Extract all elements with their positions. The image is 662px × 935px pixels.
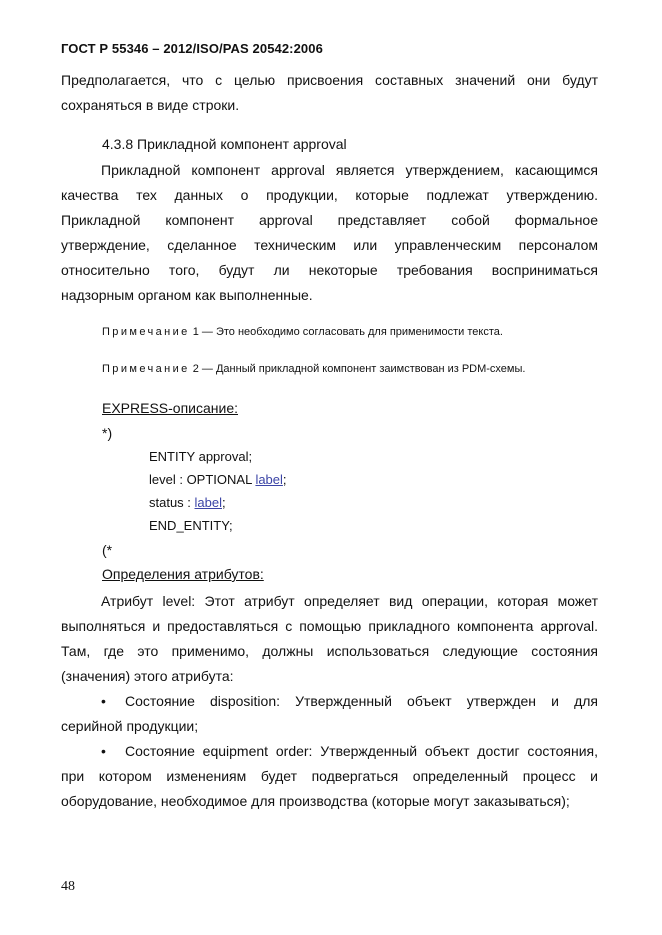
bullet-mark: •	[101, 693, 106, 709]
section-line-3: Прикладной компонент approval представляет собой формальное	[61, 212, 598, 228]
note-number: 2	[192, 363, 199, 375]
level-prefix: level : OPTIONAL	[149, 472, 256, 487]
note-label: Примечание	[102, 326, 190, 338]
section-line-6: надзорным органом как выполненные.	[61, 287, 313, 303]
note-dash: —	[201, 326, 213, 338]
note-number: 1	[192, 326, 199, 338]
bullet-1-line-1	[61, 689, 598, 714]
status-suffix: ;	[222, 495, 226, 510]
bullet-1-line-2: серийной продукции;	[61, 718, 199, 734]
definitions-title: Определения атрибутов:	[102, 566, 264, 582]
intro-line-2: сохраняться в виде строки.	[61, 97, 240, 113]
note-text: Это необходимо согласовать для применимости текста.	[215, 326, 503, 338]
note-dash: —	[201, 363, 213, 375]
note-text: Данный прикладной компонент заимствован из PDM-схемы.	[215, 363, 526, 375]
status-type-link[interactable]: label	[194, 495, 222, 510]
note-2	[102, 363, 525, 375]
definitions-line-4: (значения) этого атрибута:	[61, 668, 234, 684]
bullet-2-line-2: при котором изменениям будет подвергаться определенный процесс и	[61, 768, 598, 784]
level-suffix: ;	[282, 472, 287, 487]
bullet-mark: •	[101, 743, 106, 759]
document-header: ГОСТ Р 55346 – 2012/ISO/PAS 20542:2006	[61, 41, 323, 56]
page-number: 48	[61, 879, 75, 894]
bullet-1-text-1: Состояние disposition: Утвержденный объект утвержден и для	[125, 693, 598, 709]
definitions-line-3: Там, где это применимо, должны использоваться следующие состояния	[61, 643, 598, 659]
status-prefix: status :	[149, 495, 195, 510]
definitions-line-2: выполняться и предоставляться с помощью прикладного компонента approval.	[61, 618, 598, 634]
express-close: (*	[102, 542, 113, 558]
section-heading: 4.3.8 Прикладной компонент approval	[102, 136, 347, 152]
express-title: EXPRESS-описание:	[102, 400, 239, 416]
bullet-item-2	[61, 739, 598, 814]
definitions-line-1: Атрибут level: Этот атрибут определяет вид операции, которая может	[101, 593, 598, 609]
bullet-2-text-1: Состояние equipment order: Утвержденный объект достиг состояния,	[125, 743, 598, 759]
section-line-4: утверждение, сделанное техническим или управленческим персоналом	[61, 237, 598, 253]
section-line-1: Прикладной компонент approval является утверждением, касающимся	[101, 162, 598, 178]
express-end: END_ENTITY;	[149, 518, 233, 533]
level-type-link[interactable]: label	[255, 472, 283, 487]
section-paragraph	[61, 158, 598, 308]
note-1	[102, 326, 503, 338]
section-line-2: качества тех данных о продукции, которые подлежат утверждению.	[61, 187, 598, 203]
note-label: Примечание	[102, 363, 190, 375]
express-status	[149, 495, 226, 510]
definitions-paragraph	[61, 589, 598, 689]
bullet-item-1	[61, 689, 598, 739]
bullet-2-line-3: оборудование, необходимое для производства (которые могут заказываться);	[61, 793, 570, 809]
intro-paragraph	[61, 68, 598, 118]
express-entity: ENTITY approval;	[149, 449, 253, 464]
section-line-5: относительно того, будут ли некоторые требования восприниматься	[61, 262, 598, 278]
express-open: *)	[102, 425, 113, 441]
bullet-2-line-1	[61, 739, 598, 764]
express-level	[149, 472, 287, 487]
intro-line-1: Предполагается, что с целью присвоения составных значений они будут	[61, 72, 598, 88]
